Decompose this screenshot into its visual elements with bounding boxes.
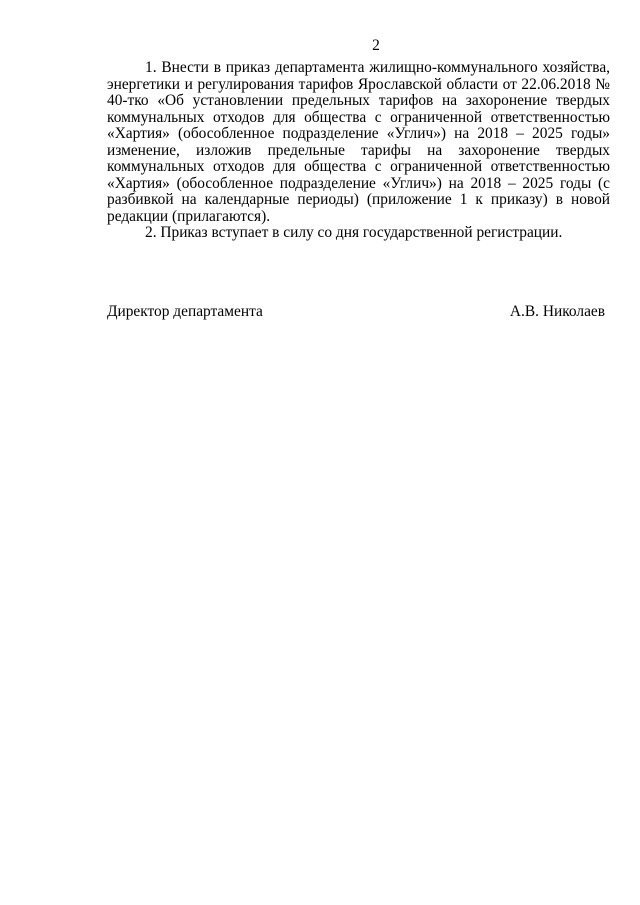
signatory-position: Директор департамента <box>107 303 263 320</box>
signatory-name: А.В. Николаев <box>509 303 605 320</box>
document-body <box>107 60 610 242</box>
paragraph-1: 1. Внести в приказ департамента жилищно-коммунального хозяйства, энергетики и регулирования тарифов Ярославской области от 22.06.2018 № 40-тко «Об установлении предельных тарифов на захоронение твердых коммунальных отходов для общества с ограниченной ответственностью «Хартия» (обособленное подразделение «Углич») на 2018 – 2025 годы» изменение, изложив предельные тарифы на захоронение твердых коммунальных отходов для общества с ограниченной ответственностью «Хартия» (обособленное подразделение «Углич») на 2018 – 2025 годы (с разбивкой на календарные периоды) (приложение 1 к приказу) в новой редакции (прилагаются). <box>107 59 610 225</box>
paragraph-2: 2. Приказ вступает в силу со дня государственной регистрации. <box>145 224 563 242</box>
page-number: 2 <box>372 37 380 54</box>
signature-block <box>107 303 605 320</box>
